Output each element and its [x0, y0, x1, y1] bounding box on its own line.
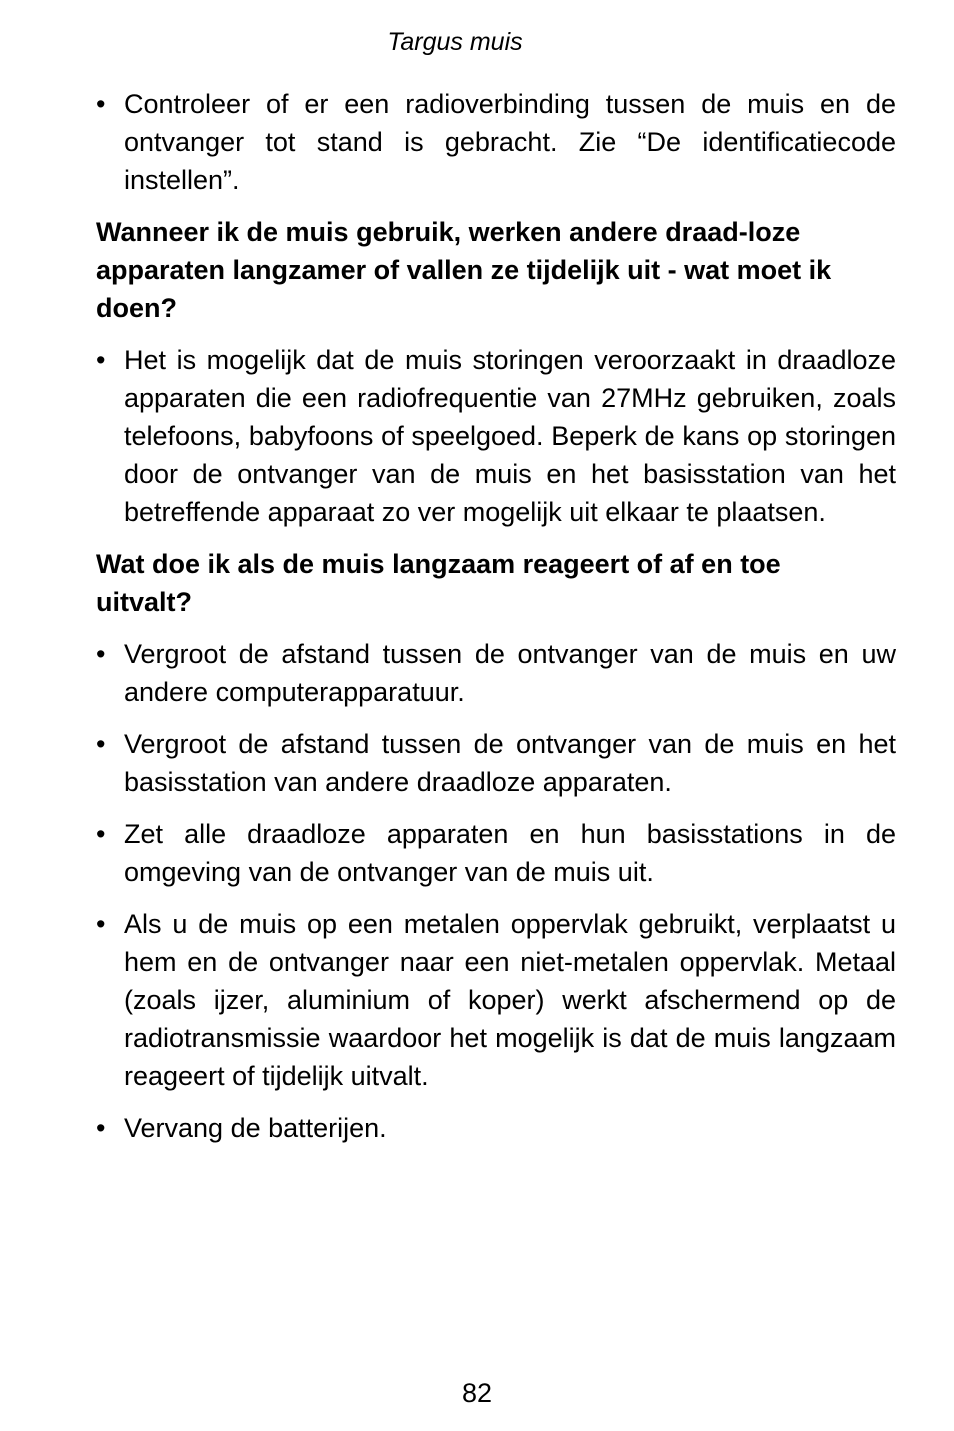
list-item	[96, 725, 896, 801]
bullet-icon: •	[96, 909, 106, 939]
page-content	[96, 85, 896, 1161]
list-item	[96, 905, 896, 1095]
list-item	[96, 85, 896, 199]
bullet-icon: •	[96, 1113, 106, 1143]
list-item-text: Vervang de batterijen.	[124, 1113, 387, 1143]
bullet-icon: •	[96, 639, 106, 669]
list-item-text: Controleer of er een radioverbinding tussen de muis en de ontvanger tot stand is gebracht. Zie “De identificatiecode instellen”.	[124, 89, 896, 195]
list-item	[96, 1109, 896, 1147]
list-item-text: Het is mogelijk dat de muis storingen veroorzaakt in draadloze apparaten die een radiofrequentie van 27MHz gebruiken, zoals telefoons, babyfoons of speelgoed. Beperk de kans op storingen door de ontvanger van de muis en het basisstation van het betreffende apparaat zo ver mogelijk uit elkaar te plaatsen.	[124, 345, 896, 527]
list-item	[96, 341, 896, 531]
list-item-text: Vergroot de afstand tussen de ontvanger van de muis en het basisstation van andere draadloze apparaten.	[124, 729, 896, 797]
bullet-icon: •	[96, 89, 106, 119]
list-item-text: Vergroot de afstand tussen de ontvanger van de muis en uw andere computerapparatuur.	[124, 639, 896, 707]
running-header: Targus muis	[387, 28, 523, 56]
section-heading: Wat doe ik als de muis langzaam reageert of af en toe uitvalt?	[96, 549, 781, 617]
page-number: 82	[461, 1378, 493, 1408]
bullet-icon: •	[96, 345, 106, 375]
list-item	[96, 815, 896, 891]
bullet-icon: •	[96, 729, 106, 759]
list-item-text: Als u de muis op een metalen oppervlak gebruikt, verplaatst u hem en de ontvanger naar een niet-metalen oppervlak. Metaal (zoals ijzer, aluminium of koper) werkt afschermend op de radiotransmissie waardoor het mogelijk is dat de muis langzaam reageert of tijdelijk uitvalt.	[124, 909, 896, 1091]
section-heading: Wanneer ik de muis gebruik, werken andere draad-loze apparaten langzamer of vallen ze tijdelijk uit - wat moet ik doen?	[96, 217, 832, 323]
bullet-icon: •	[96, 819, 106, 849]
list-item	[96, 635, 896, 711]
list-item-text: Zet alle draadloze apparaten en hun basisstations in de omgeving van de ontvanger van de muis uit.	[124, 819, 896, 887]
